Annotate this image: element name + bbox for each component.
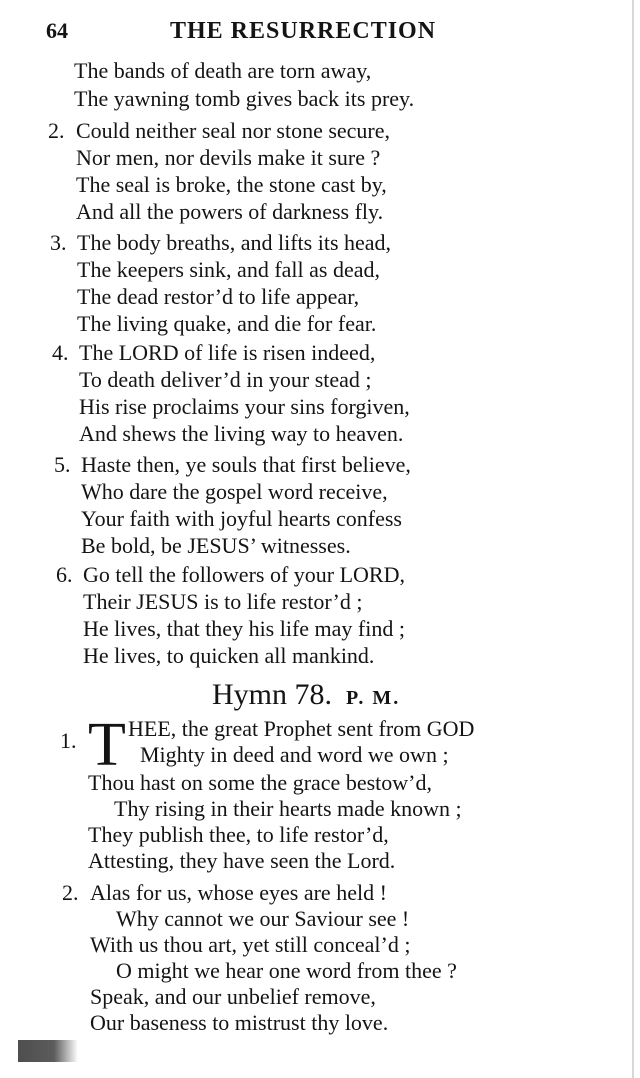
hymn-meter: P. M.	[346, 687, 401, 709]
stanza-number: 5.	[54, 452, 71, 477]
verse-line: Who dare the gospel word receive,	[81, 479, 388, 504]
verse-line: Nor men, nor devils make it sure ?	[76, 145, 381, 170]
verse-line: Be bold, be JESUS’ witnesses.	[81, 533, 351, 558]
stanza-number: 3.	[50, 230, 67, 255]
verse-line: Haste then, ye souls that first believe,	[81, 452, 411, 477]
verse-number: 1.	[60, 728, 77, 753]
verse-line: O might we hear one word from thee ?	[116, 958, 457, 983]
verse-line: Why cannot we our Saviour see !	[116, 906, 410, 931]
hymn-title: Hymn 78.	[212, 678, 332, 711]
verse-line: Their JESUS is to life restor’d ;	[83, 589, 363, 614]
verse-line: He lives, to quicken all mankind.	[83, 643, 375, 668]
verse-line: The seal is broke, the stone cast by,	[76, 172, 387, 197]
verse-line: The living quake, and die for fear.	[77, 311, 377, 336]
verse-line: His rise proclaims your sins forgiven,	[79, 394, 410, 419]
verse-line: Thou hast on some the grace bestow’d,	[88, 770, 432, 795]
verse-line: They publish thee, to life restor’d,	[88, 822, 389, 847]
verse-line: And shews the living way to heaven.	[79, 421, 404, 446]
verse-line: The body breaths, and lifts its head,	[77, 230, 392, 255]
page-header	[0, 18, 640, 48]
verse-line: Attesting, they have seen the Lord.	[88, 848, 396, 873]
verse-line: With us thou art, yet still conceal’d ;	[90, 932, 411, 957]
running-title: THE RESURRECTION	[170, 18, 437, 44]
verse-line: The keepers sink, and fall as dead,	[77, 257, 380, 282]
stanza-number: 2.	[48, 118, 65, 143]
verse-line: Go tell the followers of your LORD,	[83, 562, 405, 587]
verse-line: HEE, the great Prophet sent from GOD	[128, 716, 475, 741]
verse-line: Your faith with joyful hearts confess	[81, 506, 402, 531]
verse-line: Mighty in deed and word we own ;	[140, 742, 449, 767]
verse-line: And all the powers of darkness fly.	[76, 199, 384, 224]
verse-line: Speak, and our unbelief remove,	[90, 984, 376, 1009]
scan-smudge	[18, 1040, 78, 1062]
page-edge	[632, 0, 634, 1078]
verse-line: Alas for us, whose eyes are held !	[90, 880, 387, 905]
verse-line: To death deliver’d in your stead ;	[79, 367, 372, 392]
page-number: 64	[46, 18, 68, 43]
stanza-number: 6.	[56, 562, 73, 587]
verse-line: Could neither seal nor stone secure,	[76, 118, 391, 143]
verse-line: The yawning tomb gives back its prey.	[74, 86, 415, 111]
stanza-number: 4.	[52, 340, 69, 365]
verse-line: The bands of death are torn away,	[74, 58, 372, 83]
hymn-heading	[212, 678, 400, 712]
verse-line: The dead restor’d to life appear,	[77, 284, 360, 309]
drop-cap: T	[88, 711, 126, 779]
verse-line: Our baseness to mistrust thy love.	[90, 1010, 389, 1035]
verse-line: The LORD of life is risen indeed,	[79, 340, 376, 365]
verse-line: He lives, that they his life may find ;	[83, 616, 405, 641]
verse-number: 2.	[62, 880, 79, 905]
verse-line: Thy rising in their hearts made known ;	[114, 796, 462, 821]
